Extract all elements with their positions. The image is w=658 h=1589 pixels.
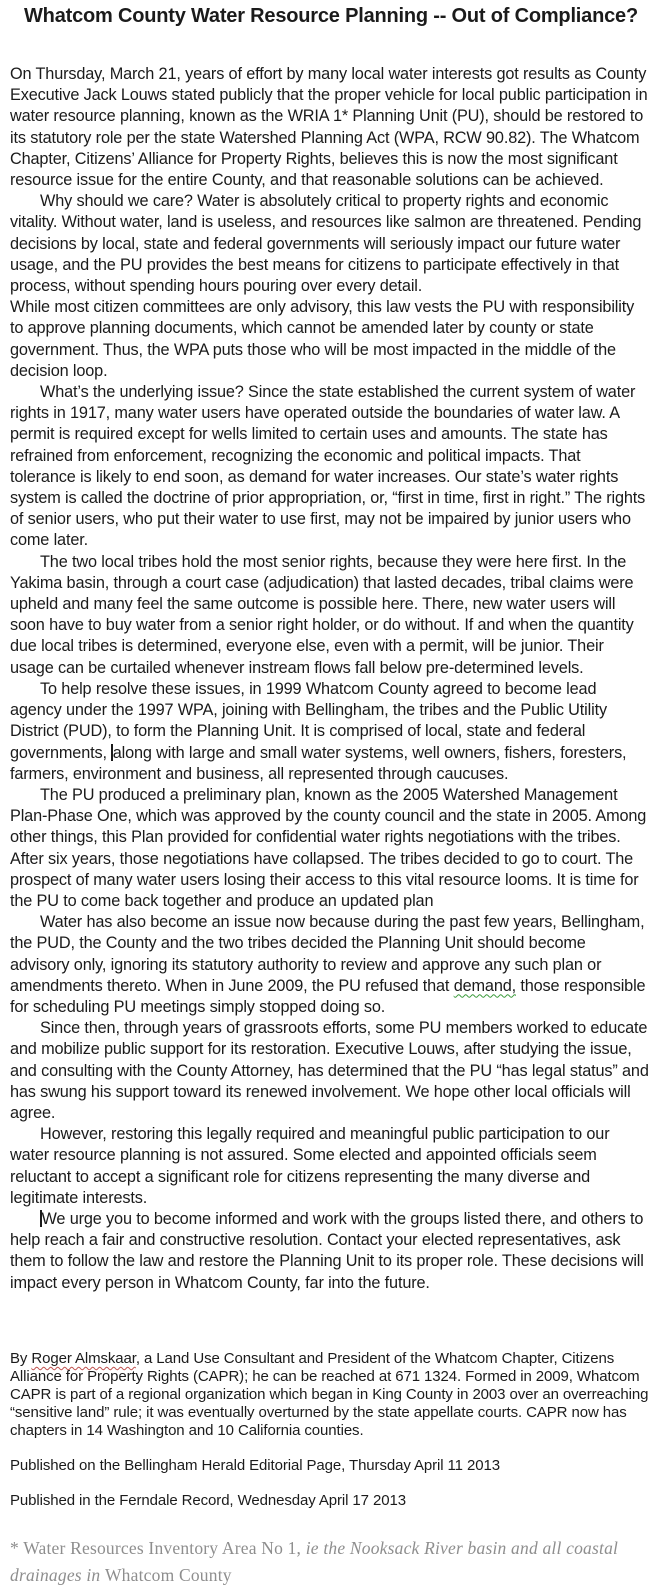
text-run: What’s the underlying issue? Since the state established the current system of water rights in 1917, many water users have operated outside the boundaries of water law. A permit is required except for wells limited to certain uses and amounts. The state has refrained from enforcement, recognizing the economic and political impacts. That tolerance is likely to end soon, as demand for water increases. Our state’s water rights system is called the doctrine of prior appropriation, or, “first in time, first in right.” The rights of senior users, who put their water to use first, may not be impaired by junior users who come later. [10,383,646,550]
text-run: Why should we care? Water is absolutely critical to property rights and economic vitality. Without water, land is useless, and resources like salmon are threatened. Pending decisions by local, state and federal governments will seriously impact our future water usage, and the PU provides the best means for citizens to participate effectively in that process, without spending hours pouring over every detail. [10,192,642,296]
italic-text: ie the Nooksack River basin and all coastal drainages in [10,1537,619,1585]
paragraph [10,191,649,297]
paragraph [10,1209,649,1294]
paragraph [10,382,649,552]
spell-check-underline: Roger Almskaar [31,1349,136,1367]
text-run: * Water Resources Inventory Area No 1, [10,1537,306,1558]
article-body[interactable] [10,64,649,1294]
text-run: While most citizen committees are only advisory, this law vests the PU with responsibility to approve planning documents, which cannot be amended later by county or state government. Thus, the WPA puts those who will be most impacted in the middle of the decision loop. [10,298,635,380]
document-title: Whatcom County Water Resource Planning -- Out of Compliance? [24,5,638,27]
text-run: Whatcom County [104,1564,232,1585]
published-note-bellingham-herald: Published on the Bellingham Herald Editorial Page, Thursday April 11 2013 [10,1456,500,1474]
grammar-check-underline: demand, [453,976,516,995]
text-run: However, restoring this legally required and meaningful public participation to our water resource planning is not assured. Some elected and appointed officials seem reluctant to accept a significant role for citizens representing the many diverse and legitimate interests. [10,1125,610,1207]
text-run: The PU produced a preliminary plan, known as the 2005 Watershed Management Plan-Phase One, which was approved by the county council and the state in 2005. Among other things, this Plan provided for confidential water rights negotiations with the tribes. After six years, those negotiations have collapsed. The tribes decided to go to court. The prospect of many water users losing their access to this vital resource looms. It is time for the PU to come back together and produce an updated plan [10,785,647,910]
text-run: those responsible for scheduling PU meetings simply stopped doing so. [10,976,646,1016]
text-run: , a Land Use Consultant and President of the Whatcom Chapter, Citizens Alliance for Property Rights (CAPR); he can be reached at 671 1324. Formed in 2009, Whatcom CAPR is part of a regional organization which began in King County in 2003 over an overreaching “sensitive land” rule; it was eventually overturned by the state appellate courts. CAPR now has chapters in 14 Washington and 10 California counties. [10,1349,649,1439]
paragraph [10,64,649,191]
text-run: Since then, through years of grassroots efforts, some PU members worked to educate and mobilize public support for its restoration. Executive Louws, after studying the issue, and consulting with the County Attorney, has determined that the PU “has legal status” and has swung his support toward its renewed involvement. We hope other local officials will agree. [10,1019,649,1122]
paragraph [10,297,649,382]
paragraph [10,1018,649,1124]
paragraph [10,679,649,785]
text-run: We urge you to become informed and work with the groups listed there, and others to help reach a fair and constructive resolution. Contact your elected representatives, ask them to follow the law and restore the Planning Unit to its proper role. These decisions will impact every person in Whatcom County, far into the future. [10,1209,644,1292]
text-run: The two local tribes hold the most senior rights, because they were here first. In the Yakima basin, through a court case (adjudication) that lasted decades, tribal claims were upheld and many feel the same outcome is possible here. There, new water users will soon have to buy water from a senior right holder, or do without. If and when the quantity due local tribes is determined, everyone else, even with a permit, will be junior. Their usage can be curtailed whenever instream flows fall below pre-determined levels. [10,552,634,677]
text-run: To help resolve these issues, in 1999 Whatcom County agreed to become lead agency under the 1997 WPA, joining with Bellingham, the tribes and the Public Utility District (PUD), to form the Planning Unit. It is comprised of local, state and federal governments, [10,679,607,762]
paragraph [10,552,649,679]
published-note-ferndale-record: Published in the Ferndale Record, Wednesday April 17 2013 [10,1491,406,1509]
paragraph [10,912,649,1018]
footnote [10,1535,649,1589]
text-run: along with large and small water systems, well owners, fishers, foresters, farmers, environment and business, all represented through caucuses. [10,743,627,783]
text-run: On Thursday, March 21, years of effort by many local water interests got results as County Executive Jack Louws stated publicly that the proper vehicle for local public participation in water resource planning, known as the WRIA 1* Planning Unit (PU), should be restored to its statutory role per the state Watershed Planning Act (WPA, RCW 90.82). The Whatcom Chapter, Citizens’ Alliance for Property Rights, believes this is now the most significant resource issue for the entire County, and that reasonable solutions can be achieved. [10,65,648,190]
paragraph [10,785,649,912]
paragraph [10,1124,649,1209]
byline [10,1350,649,1440]
text-run: Water has also become an issue now because during the past few years, Bellingham, the PUD, the County and the two tribes decided the Planning Unit should become advisory only, ignoring its statutory authority to review and approve any such plan or amendments thereto. When in June 2009, the PU refused that [10,913,645,995]
text-run: By [10,1349,32,1367]
